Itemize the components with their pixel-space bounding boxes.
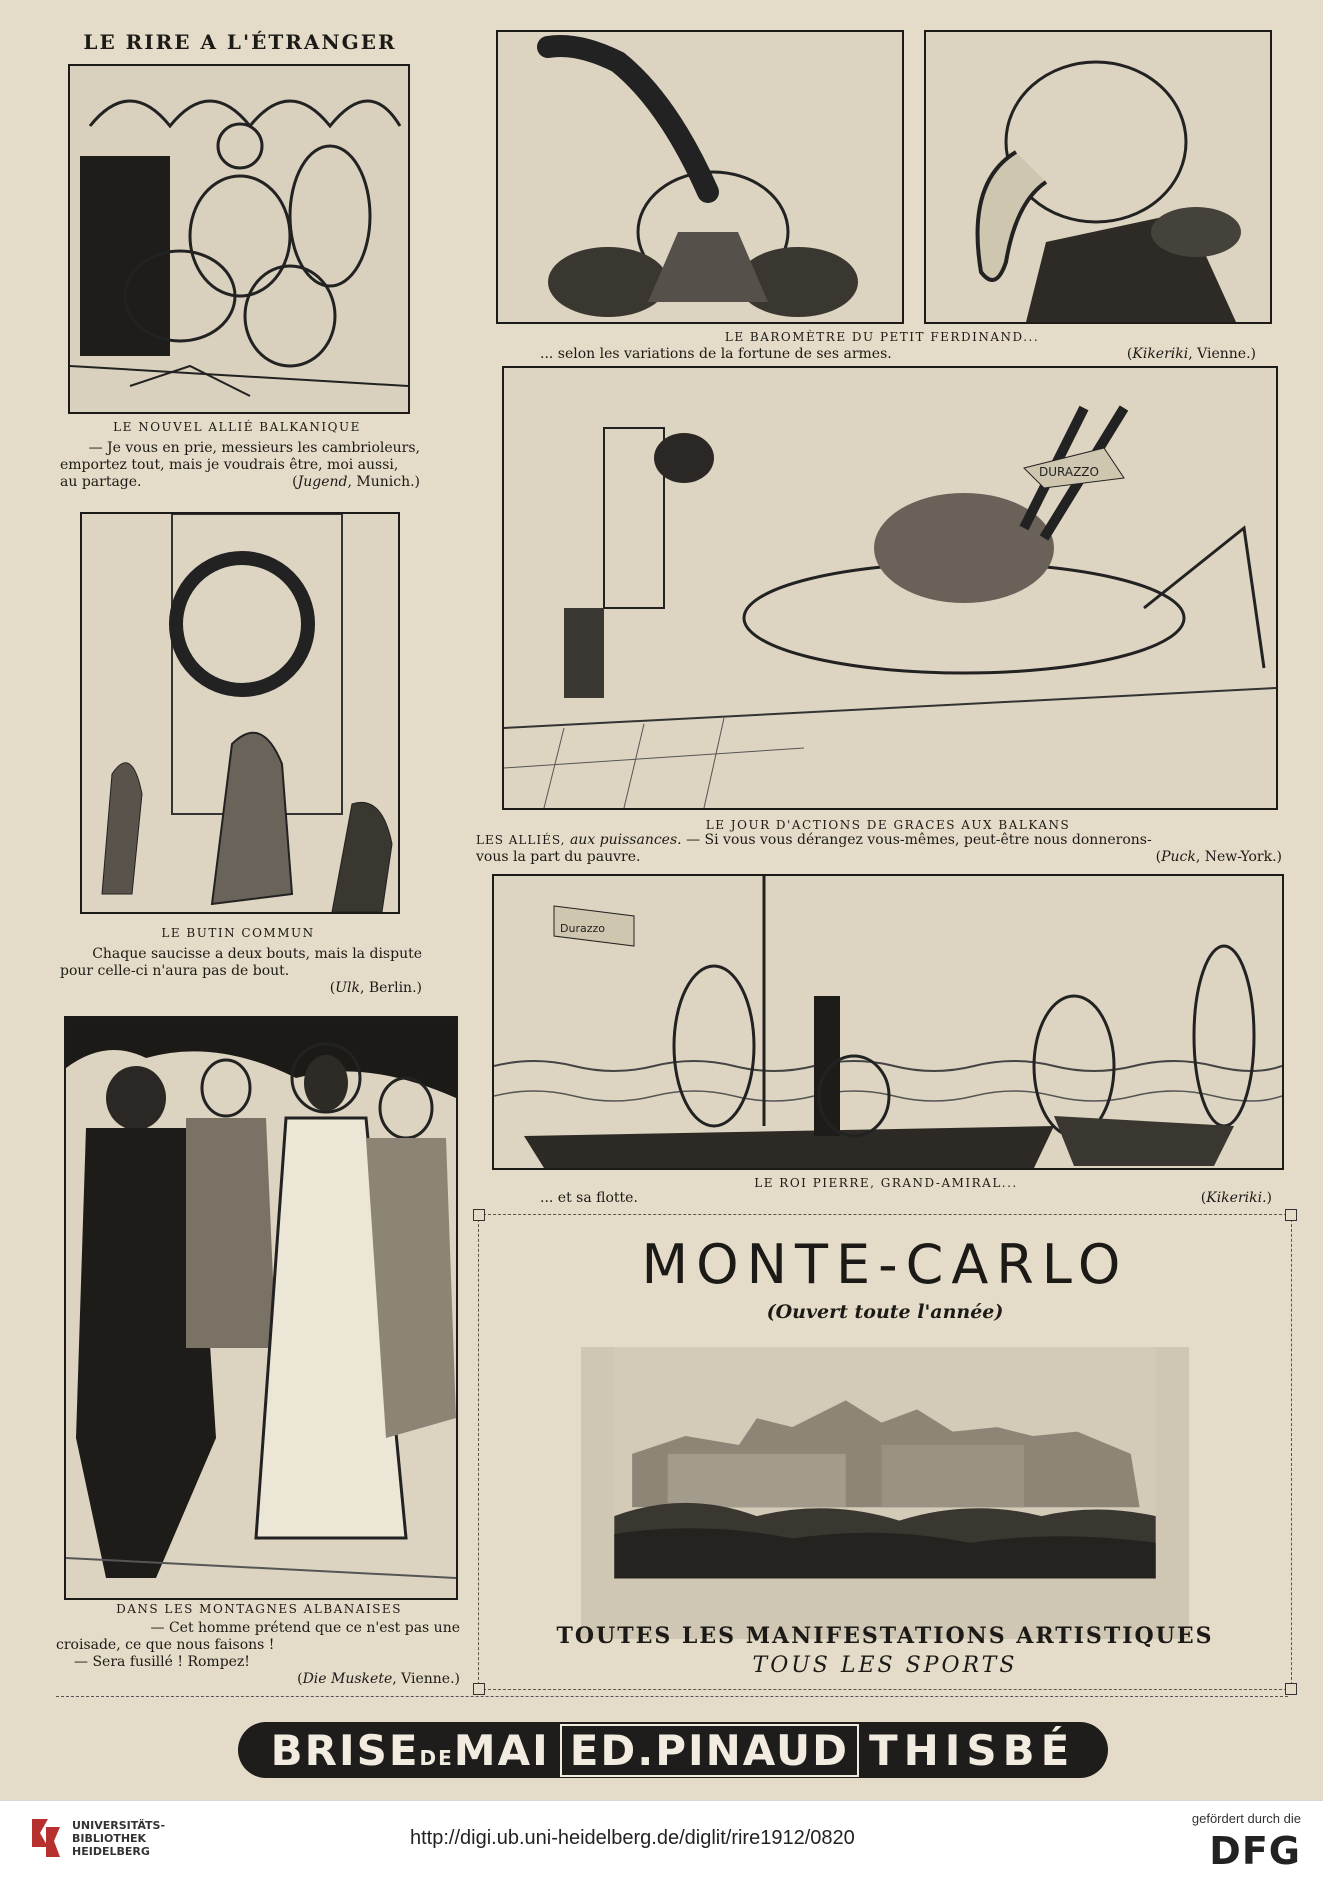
permalink-url[interactable]: http://digi.ub.uni-heidelberg.de/diglit/rire1912/0820 [410,1827,855,1849]
caption-jour-line2 [476,849,1282,866]
cartoon-barometre-right [924,30,1272,324]
caption-butin-source-city: , Berlin.) [359,980,422,996]
caption-title-montagnes: DANS LES MONTAGNES ALBANAISES [116,1602,402,1616]
caption-montagnes-source: (Die Muskete, Vienne.) [297,1671,460,1687]
casino-photo-drawing [581,1347,1189,1607]
cartoon-montagnes-albanaises-drawing [66,1018,456,1598]
ad-title: MONTE-CARLO [641,1233,1129,1296]
caption-jour-lead: LES ALLIÉS, [476,833,566,847]
library-name-line2: BIBLIOTHEK [72,1832,147,1845]
banner-brise-word: BRISE [270,1725,420,1775]
ad-corner-ornament [473,1209,485,1221]
casino-photo [581,1347,1189,1639]
caption-montagnes-line1: — Cet homme prétend que ce n'est pas une [150,1620,460,1636]
caption-jour-text2: vous la part du pauvre. [476,849,641,865]
caption-montagnes-source-pub: Die Muskete [302,1671,393,1687]
caption-roi-source: (Kikeriki.) [1200,1190,1272,1206]
cartoon-butin-commun-drawing [82,514,398,912]
caption-butin-line2: pour celle-ci n'aura pas de bout. [60,963,290,979]
ad-corner-ornament [1285,1683,1297,1695]
caption-barometre-line1 [540,346,1256,363]
caption-montagnes [56,1620,460,1688]
caption-title-roi: LE ROI PIERRE, GRAND-AMIRAL... [754,1176,1018,1190]
caption-allie-line3-text: au partage. [60,474,142,490]
ad-corner-ornament [1285,1209,1297,1221]
caption-allie-source-city: , Munich.) [347,474,420,490]
caption-roi-text: ... et sa flotte. [540,1190,638,1206]
caption-roi [540,1190,1272,1207]
ad-corner-ornament [473,1683,485,1695]
caption-barometre-source-pub: Kikeriki [1132,346,1189,362]
cartoon-butin-commun [80,512,400,914]
cartoon-roi-pierre [492,874,1284,1170]
cartoon-nouvel-allie-drawing [70,66,408,412]
caption-title-jour: LE JOUR D'ACTIONS DE GRACES AUX BALKANS [705,818,1071,832]
monte-carlo-ad [478,1214,1292,1690]
caption-barometre [540,346,1256,363]
banner-mai-word: MAI [453,1725,550,1775]
library-name-line3: HEIDELBERG [72,1845,150,1858]
caption-jour-source-pub: Puck [1161,849,1196,865]
cartoon-barometre-left-drawing [498,32,902,322]
caption-allie-source-pub: Jugend [297,474,348,490]
caption-allie-line3 [60,474,420,491]
caption-jour-lead-it: aux puissances. [569,832,682,848]
funding-note: gefördert durch die [1191,1811,1301,1826]
banner-brand-thisbe: THISBÉ [868,1725,1076,1775]
caption-title-barometre: LE BAROMÈTRE DU PETIT FERDINAND... [724,330,1040,344]
cartoon-jour-actions-drawing [504,368,1276,808]
banner-de-word: DE [419,1745,454,1770]
caption-butin [60,946,422,997]
dfg-logo: DFG [1209,1829,1301,1873]
caption-roi-source-pub: Kikeriki. [1206,1190,1267,1206]
bottom-rule [56,1696,1288,1697]
caption-jour [476,832,1282,866]
library-logo-icon [28,1813,64,1863]
cartoon-montagnes-albanaises [64,1016,458,1600]
banner-brand-brise [271,1726,550,1775]
caption-allie-source: (Jugend, Munich.) [292,474,420,490]
caption-barometre-source: (Kikeriki, Vienne.) [1126,346,1256,362]
caption-jour-text: — Si vous vous dérangez vous-mêmes, peut-être nous donnerons- [686,832,1152,848]
roi-flag: Durazzo [560,922,605,935]
caption-allie-line2: emportez tout, mais je voudrais être, moi aussi, [60,457,399,473]
caption-montagnes-source-city: , Vienne.) [392,1671,460,1687]
caption-jour-source-city: , New-York.) [1195,849,1282,865]
caption-barometre-text: ... selon les variations de la fortune de ses armes. [540,346,892,362]
cartoon-roi-pierre-drawing [494,876,1282,1168]
caption-butin-source-pub: Ulk [335,980,360,996]
perfume-banner [238,1722,1108,1778]
library-name-line1: UNIVERSITÄTS- [72,1819,166,1832]
cartoon-jour-actions [502,366,1278,810]
caption-allie [60,440,420,491]
jour-sign: DURAZZO [1039,465,1099,479]
caption-jour-source: (Puck, New-York.) [1155,849,1282,865]
cartoon-barometre-left [496,30,904,324]
caption-title-butin: LE BUTIN COMMUN [161,926,315,940]
caption-butin-source: (Ulk, Berlin.) [329,980,422,996]
caption-montagnes-line3: — Sera fusillé ! Rompez! [74,1654,250,1670]
ad-line-artistiques: TOUTES LES MANIFESTATIONS ARTISTIQUES [556,1623,1214,1649]
cartoon-barometre-right-drawing [926,32,1270,322]
banner-brand-pinaud: ED.PINAUD [560,1724,859,1777]
caption-montagnes-line2: croisade, ce que nous faisons ! [56,1637,275,1653]
caption-title-allie: LE NOUVEL ALLIÉ BALKANIQUE [113,420,361,434]
caption-butin-line1: Chaque saucisse a deux bouts, mais la dispute [92,946,422,962]
digitization-footer [0,1800,1323,1879]
ad-subtitle: (Ouvert toute l'année) [766,1301,1004,1323]
caption-allie-line1: — Je vous en prie, messieurs les cambrioleurs, [88,440,420,456]
caption-barometre-source-city: , Vienne.) [1188,346,1256,362]
ad-line-sports: TOUS LES SPORTS [752,1653,1018,1678]
library-name [72,1819,165,1858]
page-header: LE RIRE A L'ÉTRANGER [83,30,397,54]
cartoon-nouvel-allie [68,64,410,414]
caption-jour-line1 [476,832,1282,849]
caption-roi-line1 [540,1190,1272,1207]
